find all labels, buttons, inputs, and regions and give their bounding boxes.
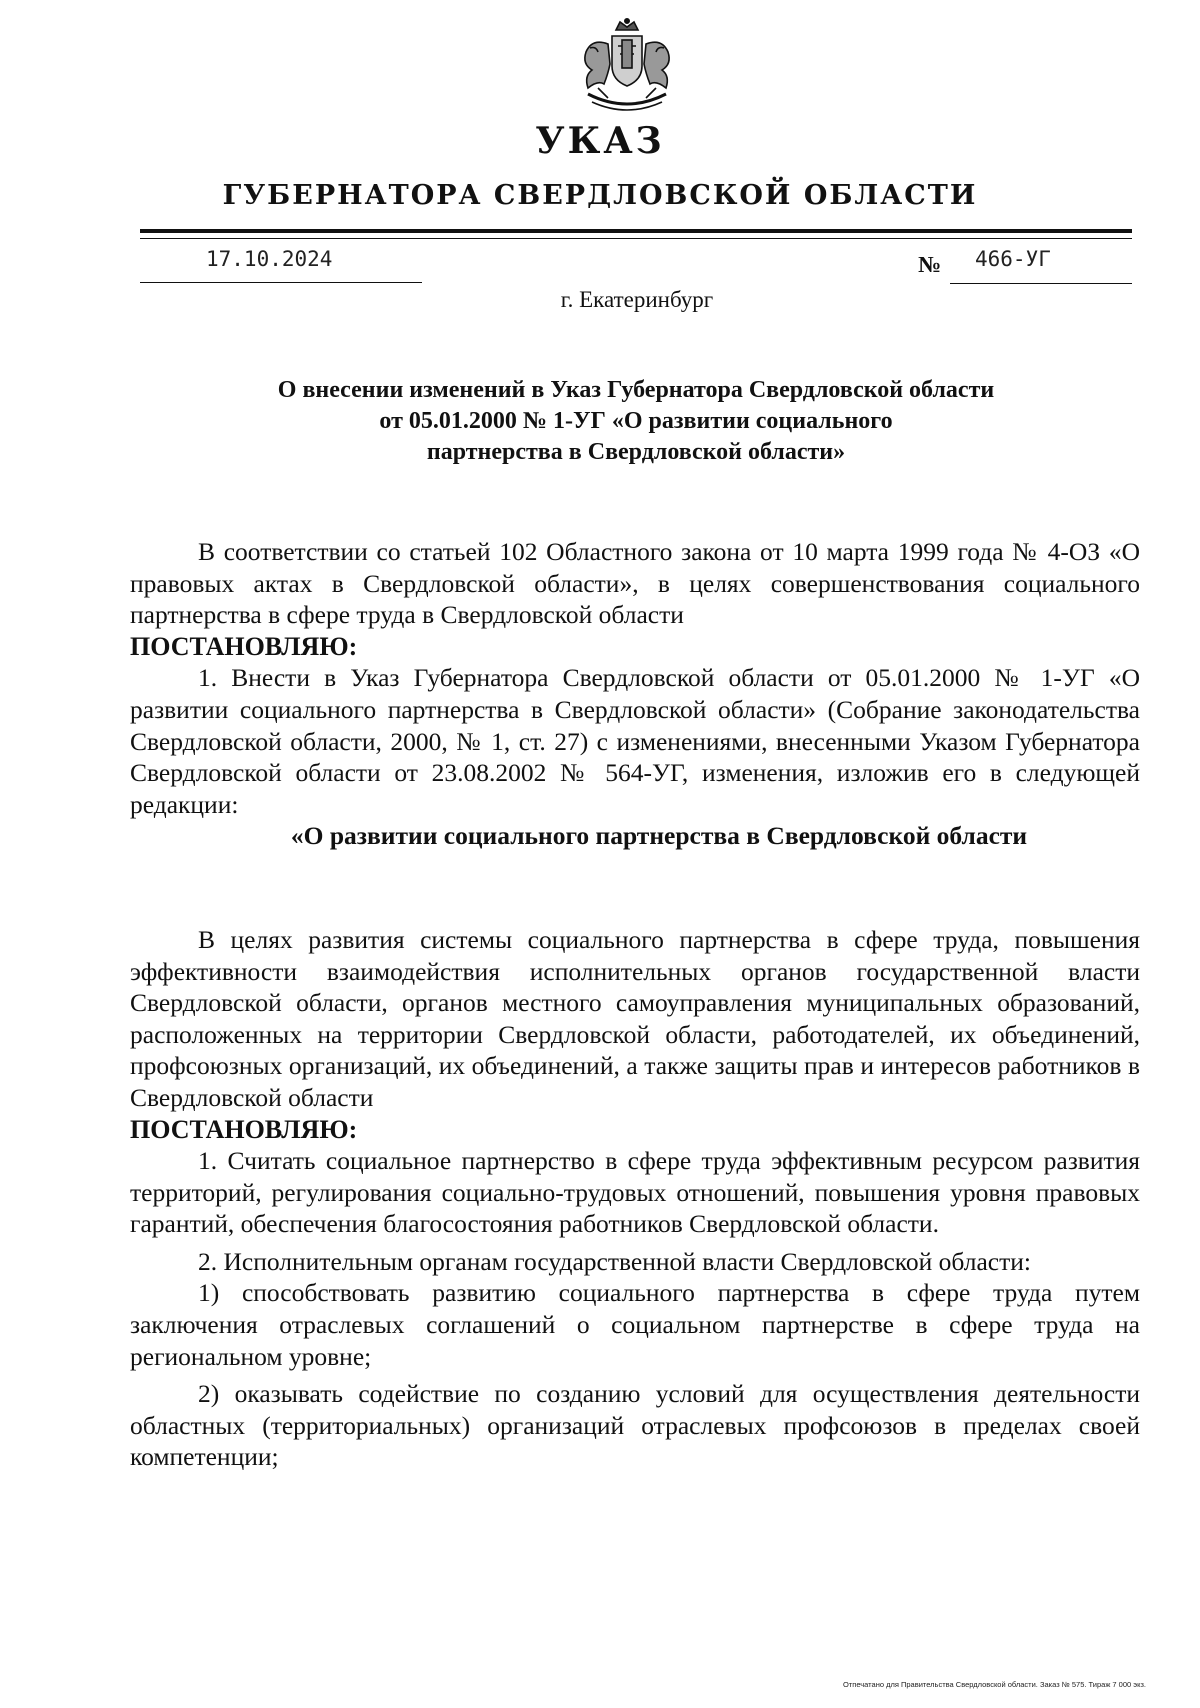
decree-title: УКАЗ (535, 120, 665, 162)
decree-body (130, 536, 1140, 1473)
issuer-title: ГУБЕРНАТОРА СВЕРДЛОВСКОЙ ОБЛАСТИ (222, 180, 978, 211)
preamble-paragraph: В целях развития системы социального партнерства в сфере труда, повышения эффективности взаимодействия исполнительных органов государственной власти Свердловской области, органов местного самоуправления муниципальных образований, расположенных на территории Свердловской области, работодателей, их объединений, профсоюзных организаций, их объединений, а также защиты прав и интересов работников в Свердловской области (130, 924, 1140, 1112)
clause-paragraph: 1. Внести в Указ Губернатора Свердловской области от 05.01.2000 № 1-УГ «О развитии социального партнерства в Свердловской области» (Собрание законодательства Свердловской области, 2000, № 1, ст. 27) с изменениями, внесенными Указом Губернатора Свердловской области от 23.08.2002 № 564-УГ, изменения, изложив его в следующей редакции: (130, 663, 1140, 819)
coat-of-arms-icon (568, 18, 686, 116)
decree-subject (140, 375, 1132, 468)
number-underline (950, 283, 1132, 284)
subject-line: О внесении изменений в Указ Губернатора Свердловской области (277, 377, 995, 403)
date-underline (140, 282, 422, 283)
city-line: г. Екатеринбург (560, 287, 714, 312)
preamble-paragraph: В соответствии со статьей 102 Областного закона от 10 марта 1999 года № 4-ОЗ «О правовых актах в Свердловской области», в целях совершенствования социального партнерства в сфере труда в Свердловской области (130, 537, 1140, 630)
subject-line: партнерства в Свердловской области» (426, 439, 846, 465)
print-imprint: Отпечатано для Правительства Свердловской области. Заказ № 575. Тираж 7 000 экз. (843, 1680, 1146, 1689)
decree-date: 17.10.2024 (206, 247, 333, 271)
spacer (130, 852, 1140, 924)
decree-resolution-word: ПОСТАНОВЛЯЮ: (130, 631, 358, 661)
new-edition-title: «О развитии социального партнерства в Свердловской области (290, 821, 1028, 851)
clause-paragraph: 1. Считать социальное партнерство в сфере труда эффективным ресурсом развития территорий, регулирования социально-трудовых отношений, повышения уровня правовых гарантий, обеспечения благосостояния работников Свердловской области. (130, 1146, 1140, 1239)
clause-paragraph: 2. Исполнительным органам государственной власти Свердловской области: (198, 1246, 1031, 1276)
decree-number: 466-УГ (975, 247, 1051, 271)
header-divider-thin (140, 238, 1132, 239)
subject-line: от 05.01.2000 № 1-УГ «О развитии социального (379, 408, 893, 434)
header-divider-thick (140, 229, 1132, 233)
decree-resolution-word: ПОСТАНОВЛЯЮ: (130, 1114, 358, 1144)
subclause-paragraph: 1) способствовать развитию социального партнерства в сфере труда путем заключения отраслевых соглашений о социальном партнерстве в сфере труда на региональном уровне; (130, 1278, 1140, 1371)
number-label: № (918, 252, 942, 277)
subclause-paragraph: 2) оказывать содействие по созданию условий для осуществления деятельности областных (территориальных) организаций отраслевых профсоюзов в пределах своей компетенции; (130, 1379, 1140, 1472)
